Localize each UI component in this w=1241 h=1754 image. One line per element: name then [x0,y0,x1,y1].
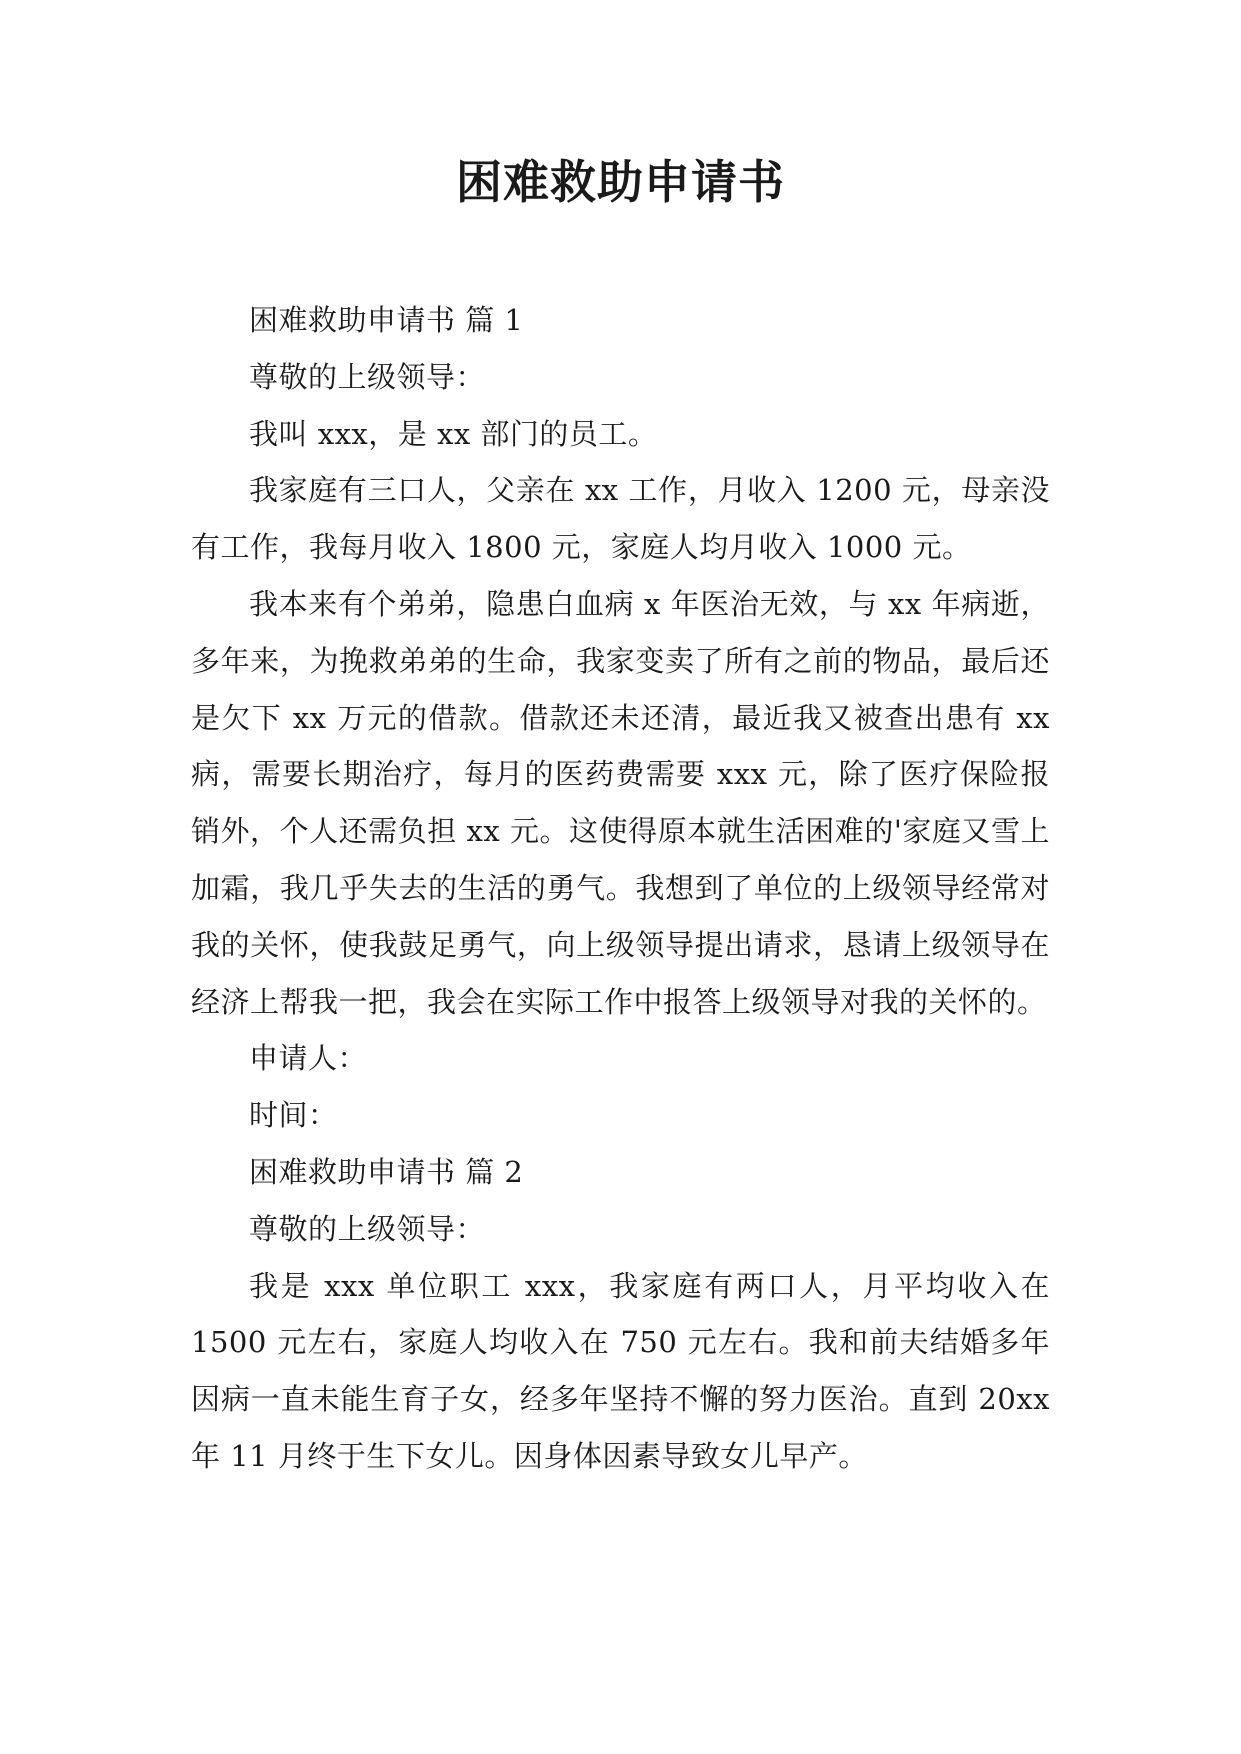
document-body [191,292,1050,1485]
salutation: 尊敬的上级领导： [249,359,486,394]
paragraph: 我家庭有三口人，父亲在 xx 工作，月收入 1200 元，母亲没有工作，我每月收入 1800 元，家庭人均月收入 1000 元。 [191,473,1050,565]
section-heading-1: 困难救助申请书 篇 1 [249,303,524,337]
applicant-line: 申请人： [249,1041,368,1076]
date-line: 时间： [249,1098,338,1133]
paragraph: 我本来有个弟弟，隐患白血病 x 年医治无效，与 xx 年病逝，多年来，为挽救弟弟的生命，我家变卖了所有之前的物品，最后还是欠下 xx 万元的借款。借款还未还清，最近我又被查出患有 xx 病，需要长期治疗，每月的医药费需要 xxx 元，除了医疗保险报销外，个人还需负担 xx 元。这使得原本就生活困难的'家庭又雪上加霜，我几乎失去的生活的勇气。我想到了单位的上级领导经常对我的关怀，使我鼓足勇气，向上级领导提出请求，恳请上级领导在经济上帮我一把，我会在实际工作中报答上级领导对我的关怀的。 [191,586,1050,1019]
salutation: 尊敬的上级领导： [249,1211,486,1246]
document-title: 困难救助申请书 [456,155,785,209]
paragraph: 我叫 xxx，是 xx 部门的员工。 [249,416,658,451]
section-heading-2: 困难救助申请书 篇 2 [249,1154,524,1189]
paragraph: 我是 xxx 单位职工 xxx，我家庭有两口人，月平均收入在 1500 元左右，家庭人均收入在 750 元左右。我和前夫结婚多年因病一直未能生育子女，经多年坚持不懈的努力医治。直到 20xx 年 11 月终于生下女儿。因身体因素导致女儿早产。 [191,1268,1050,1473]
